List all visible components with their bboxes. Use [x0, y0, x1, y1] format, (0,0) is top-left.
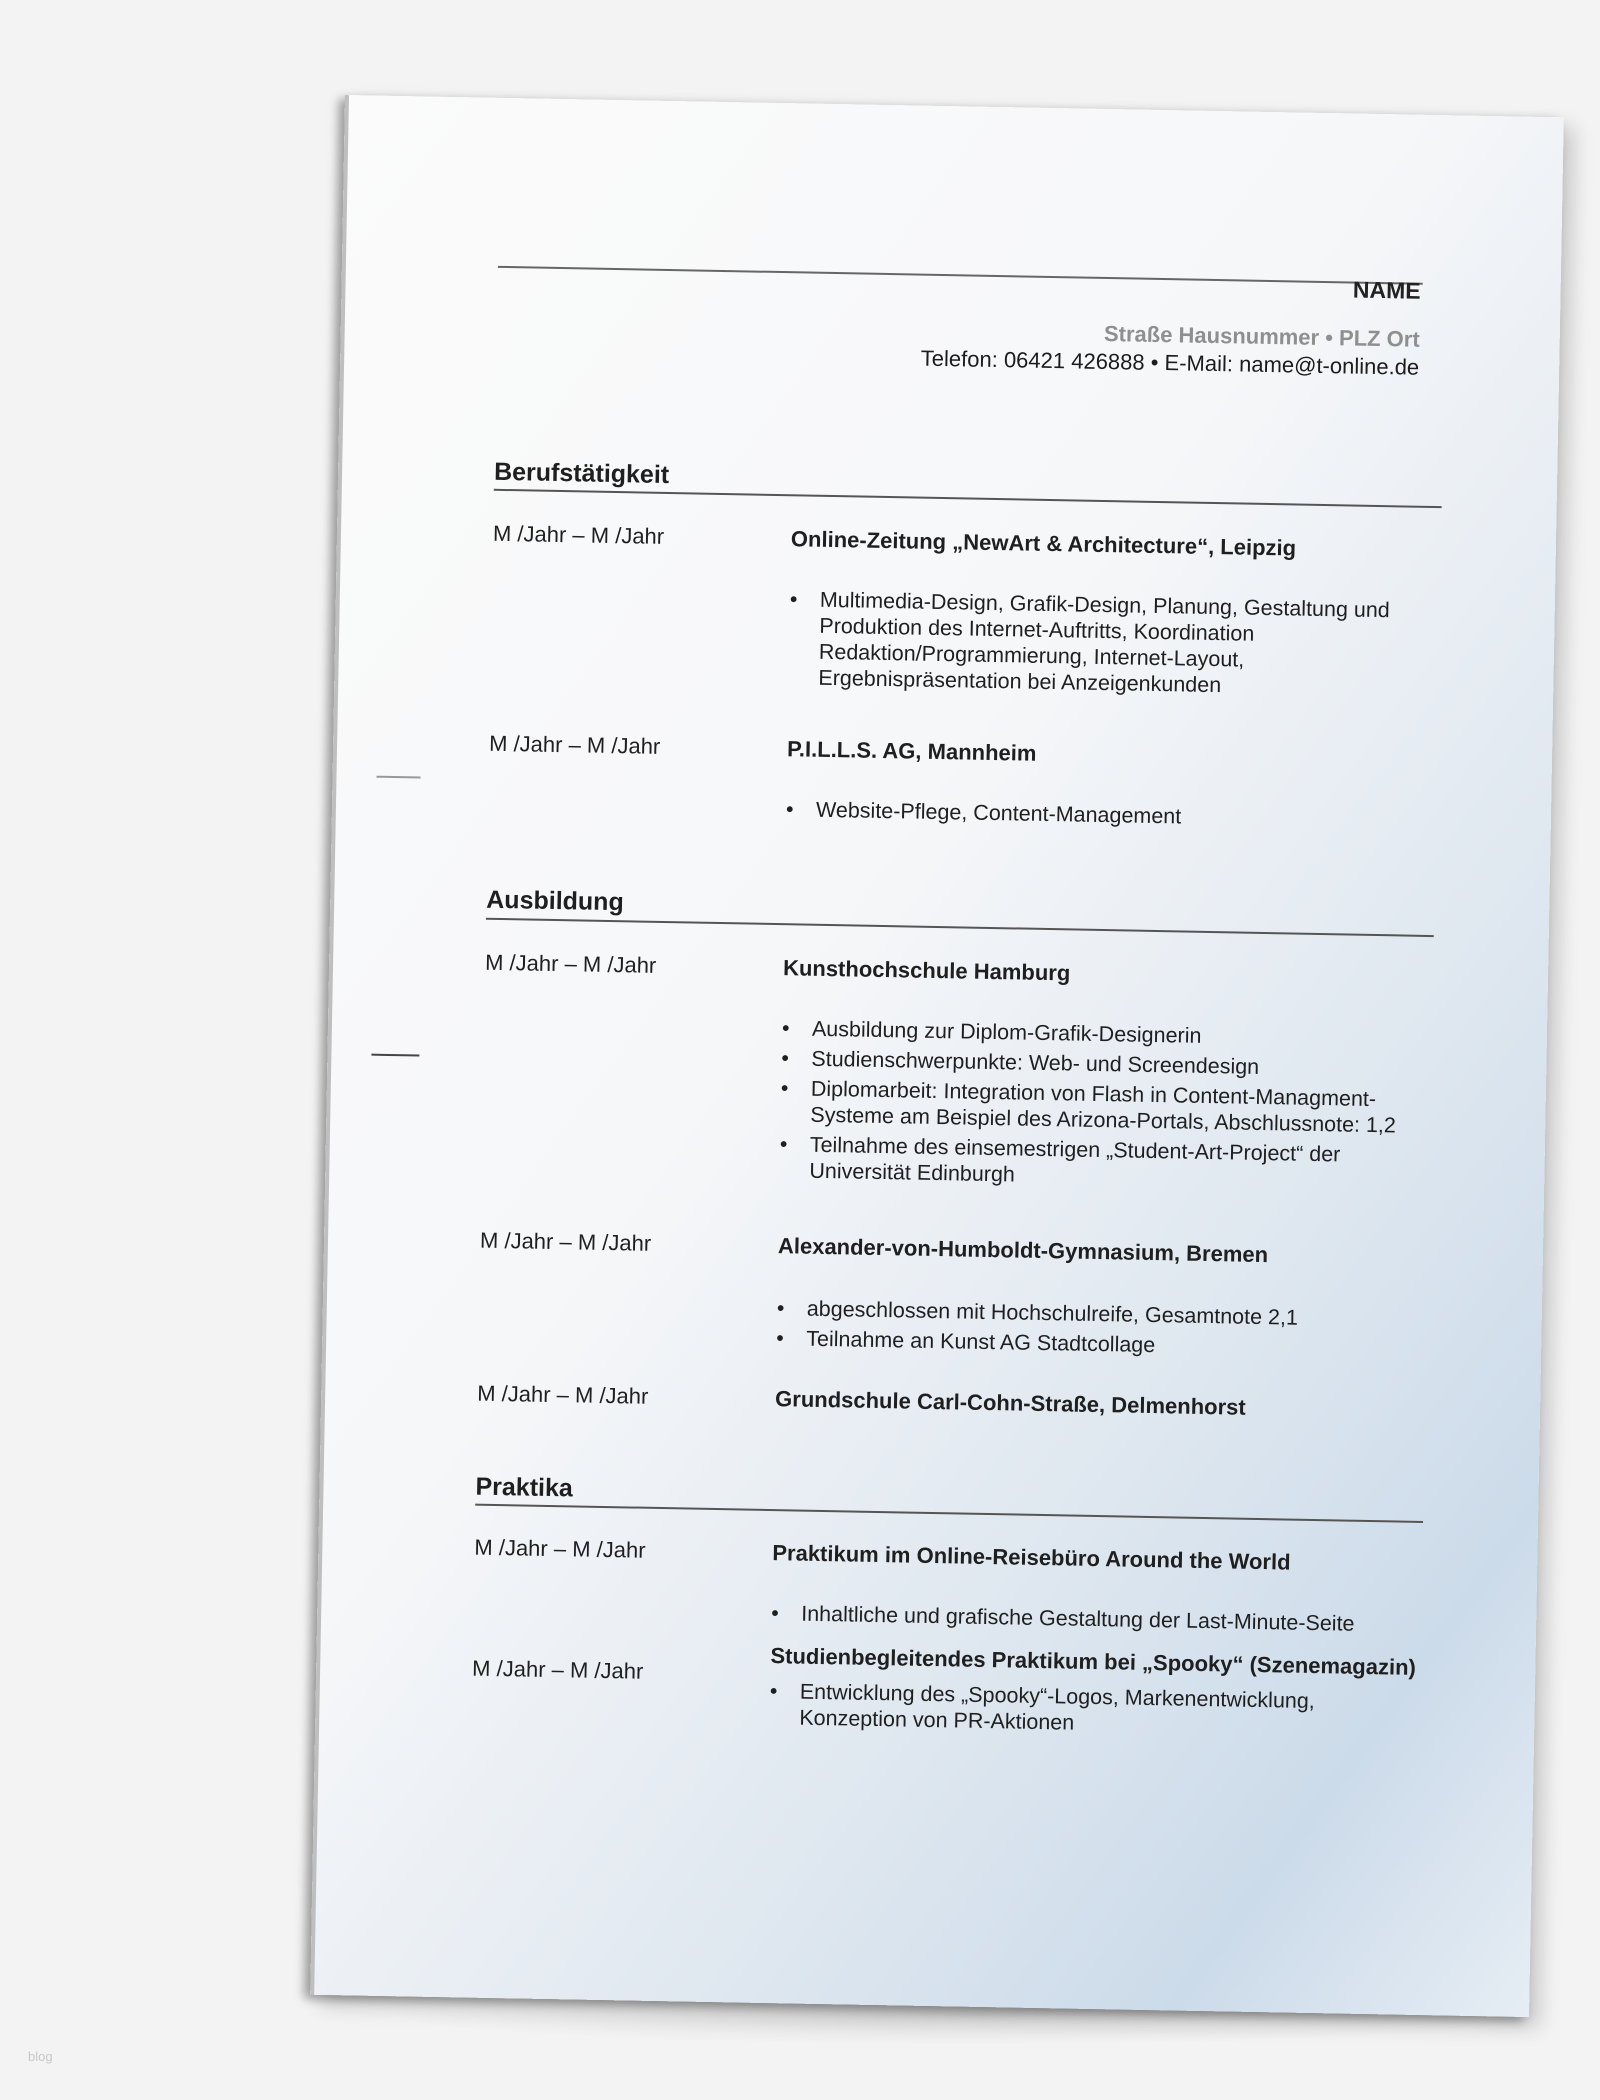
entry-title: Grundschule Carl-Cohn-Straße, Delmenhorst	[774, 1386, 1246, 1420]
entry-title: Alexander-von-Humboldt-Gymnasium, Bremen	[777, 1233, 1269, 1268]
entry-bullet-list	[771, 1600, 1391, 1641]
entry-date: M /Jahr – M /Jahr	[488, 730, 661, 759]
bullet-item: • Studienschwerpunkte: Web- und Screendesign	[781, 1045, 1401, 1082]
section-title-ausbildung: Ausbildung	[486, 885, 624, 917]
bullet-item: • Teilnahme an Kunst AG Stadtcollage	[776, 1325, 1396, 1362]
resume-document	[310, 95, 1564, 2017]
bullet-item: • Ausbildung zur Diplom-Grafik-Designerin	[782, 1015, 1402, 1052]
bullet-item: • Multimedia-Design, Grafik-Design, Planung, Gestaltung und Produktion des Internet-Auftritts, Koordination Redaktion/Programmierung, Internet-Layout, Ergebnispräsentation bei Anzeigenkunden	[788, 586, 1410, 701]
entry-bullet-list	[769, 1678, 1390, 1745]
bullet-item: • abgeschlossen mit Hochschulreife, Gesamtnote 2,1	[777, 1295, 1397, 1332]
bullet-item: • Inhaltliche und grafische Gestaltung der Last-Minute-Seite	[771, 1600, 1391, 1637]
entry-bullet-list	[788, 586, 1410, 705]
entry-date: M /Jahr – M /Jahr	[492, 520, 665, 549]
entry-title: P.I.L.L.S. AG, Mannheim	[786, 736, 1037, 766]
watermark-text: blog	[28, 2049, 53, 2064]
entry-date: M /Jahr – M /Jahr	[484, 949, 657, 978]
bullet-item: • Teilnahme des einsemestrigen „Student-Art-Project“ der Universität Edinburgh	[779, 1131, 1400, 1194]
entry-date: M /Jahr – M /Jahr	[479, 1227, 652, 1256]
applicant-name: NAME	[1352, 276, 1421, 304]
entry-date: M /Jahr – M /Jahr	[474, 1534, 646, 1563]
entry-date: M /Jahr – M /Jahr	[471, 1655, 644, 1684]
section-divider	[494, 489, 1442, 508]
applicant-contact: Telefon: 06421 426888 • E-Mail: name@t-online.de	[920, 345, 1420, 380]
bullet-item: • Entwicklung des „Spooky“-Logos, Markenentwicklung, Konzeption von PR-Aktionen	[769, 1678, 1390, 1741]
punch-mark	[371, 1054, 419, 1057]
entry-title: Online-Zeitung „NewArt & Architecture“, Leipzig	[790, 526, 1297, 561]
entry-title: Praktikum im Online-Reisebüro Around the World	[772, 1540, 1291, 1575]
entry-title: Studienbegleitendes Praktikum bei „Spooky“ (Szenemagazin)	[770, 1643, 1417, 1680]
bullet-item: • Website-Pflege, Content-Management	[786, 796, 1406, 833]
entry-title: Kunsthochschule Hamburg	[782, 955, 1071, 986]
bullet-item: • Diplomarbeit: Integration von Flash in Content-Managment-Systeme am Beispiel des Arizona-Portals, Abschlussnote: 1,2	[780, 1075, 1401, 1138]
section-title-berufstaetigkeit: Berufstätigkeit	[493, 457, 670, 490]
section-divider	[486, 918, 1434, 937]
applicant-address: Straße Hausnummer • PLZ Ort	[1103, 320, 1420, 352]
entry-bullet-list	[776, 1295, 1397, 1366]
entry-bullet-list	[786, 796, 1406, 837]
entry-date: M /Jahr – M /Jahr	[477, 1380, 649, 1409]
section-title-praktika: Praktika	[475, 1472, 574, 1503]
fold-mark	[376, 776, 420, 779]
header-divider	[498, 266, 1423, 285]
entry-bullet-list	[779, 1015, 1402, 1198]
section-divider	[475, 1504, 1423, 1523]
